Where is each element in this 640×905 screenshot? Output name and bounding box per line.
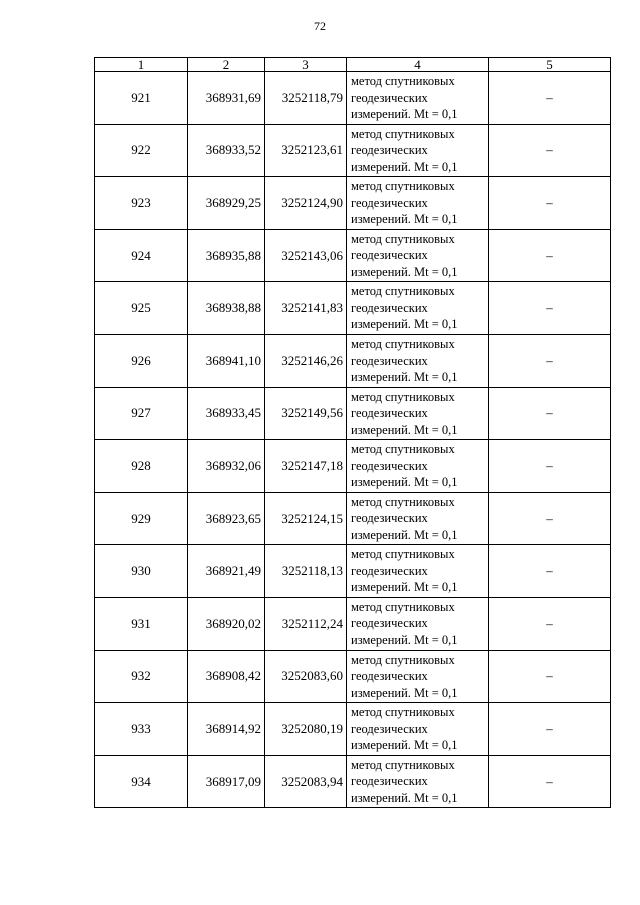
table-row: [95, 229, 611, 282]
method-line: метод спутниковых: [351, 179, 455, 194]
x-coordinate-cell: 368923,65: [188, 492, 265, 545]
y-coordinate-cell: 3252080,19: [265, 703, 347, 756]
method-line: измерений. Mt = 0,1: [351, 107, 458, 122]
table-row: [95, 755, 611, 808]
column-header-5: 5: [489, 58, 611, 72]
note-cell: –: [489, 703, 611, 756]
note-cell: –: [489, 177, 611, 230]
point-number-cell: 924: [95, 229, 188, 282]
method-line: измерений. Mt = 0,1: [351, 212, 458, 227]
method-line: измерений. Mt = 0,1: [351, 370, 458, 385]
table-row: [95, 72, 611, 125]
table-row: [95, 703, 611, 756]
method-line: геодезических: [351, 143, 428, 158]
x-coordinate-cell: 368933,52: [188, 124, 265, 177]
note-cell: –: [489, 229, 611, 282]
method-cell: [347, 650, 489, 703]
point-number-cell: 933: [95, 703, 188, 756]
x-coordinate-cell: 368938,88: [188, 282, 265, 335]
point-number-cell: 925: [95, 282, 188, 335]
column-header-4: 4: [347, 58, 489, 72]
y-coordinate-cell: 3252146,26: [265, 334, 347, 387]
method-line: измерений. Mt = 0,1: [351, 580, 458, 595]
x-coordinate-cell: 368921,49: [188, 545, 265, 598]
table-body: [95, 72, 611, 808]
y-coordinate-cell: 3252149,56: [265, 387, 347, 440]
column-header-3: 3: [265, 58, 347, 72]
method-cell: [347, 124, 489, 177]
method-line: геодезических: [351, 406, 428, 421]
note-cell: –: [489, 545, 611, 598]
method-cell: [347, 597, 489, 650]
coordinates-table: [94, 57, 611, 808]
point-number-cell: 930: [95, 545, 188, 598]
method-line: измерений. Mt = 0,1: [351, 422, 458, 437]
note-cell: –: [489, 755, 611, 808]
point-number-cell: 931: [95, 597, 188, 650]
page-number: 72: [314, 19, 326, 33]
note-cell: –: [489, 492, 611, 545]
method-line: геодезических: [351, 669, 428, 684]
point-number-cell: 921: [95, 72, 188, 125]
method-line: метод спутниковых: [351, 74, 455, 89]
x-coordinate-cell: 368941,10: [188, 334, 265, 387]
table-row: [95, 597, 611, 650]
x-coordinate-cell: 368935,88: [188, 229, 265, 282]
x-coordinate-cell: 368932,06: [188, 440, 265, 493]
table-row: [95, 282, 611, 335]
point-number-cell: 928: [95, 440, 188, 493]
method-line: геодезических: [351, 248, 428, 263]
table-row: [95, 492, 611, 545]
y-coordinate-cell: 3252143,06: [265, 229, 347, 282]
method-cell: [347, 492, 489, 545]
method-line: геодезических: [351, 774, 428, 789]
method-cell: [347, 755, 489, 808]
note-cell: –: [489, 124, 611, 177]
note-cell: –: [489, 334, 611, 387]
note-cell: –: [489, 282, 611, 335]
method-line: геодезических: [351, 563, 428, 578]
method-line: метод спутниковых: [351, 547, 455, 562]
method-line: измерений. Mt = 0,1: [351, 632, 458, 647]
method-line: метод спутниковых: [351, 599, 455, 614]
table-row: [95, 124, 611, 177]
method-line: геодезических: [351, 300, 428, 315]
method-cell: [347, 282, 489, 335]
method-line: измерений. Mt = 0,1: [351, 527, 458, 542]
point-number-cell: 927: [95, 387, 188, 440]
point-number-cell: 926: [95, 334, 188, 387]
column-header-2: 2: [188, 58, 265, 72]
y-coordinate-cell: 3252083,60: [265, 650, 347, 703]
table-row: [95, 334, 611, 387]
column-header-1: 1: [95, 58, 188, 72]
method-line: метод спутниковых: [351, 389, 455, 404]
table-row: [95, 177, 611, 230]
method-line: геодезических: [351, 195, 428, 210]
x-coordinate-cell: 368917,09: [188, 755, 265, 808]
method-line: метод спутниковых: [351, 705, 455, 720]
y-coordinate-cell: 3252083,94: [265, 755, 347, 808]
x-coordinate-cell: 368914,92: [188, 703, 265, 756]
method-cell: [347, 177, 489, 230]
method-line: геодезических: [351, 458, 428, 473]
method-cell: [347, 229, 489, 282]
method-cell: [347, 72, 489, 125]
method-line: геодезических: [351, 353, 428, 368]
method-line: метод спутниковых: [351, 442, 455, 457]
method-line: измерений. Mt = 0,1: [351, 264, 458, 279]
y-coordinate-cell: 3252118,13: [265, 545, 347, 598]
point-number-cell: 932: [95, 650, 188, 703]
method-line: метод спутниковых: [351, 757, 455, 772]
method-line: измерений. Mt = 0,1: [351, 738, 458, 753]
note-cell: –: [489, 72, 611, 125]
method-line: измерений. Mt = 0,1: [351, 475, 458, 490]
method-line: метод спутниковых: [351, 284, 455, 299]
method-line: метод спутниковых: [351, 494, 455, 509]
method-cell: [347, 334, 489, 387]
method-line: измерений. Mt = 0,1: [351, 159, 458, 174]
y-coordinate-cell: 3252141,83: [265, 282, 347, 335]
method-cell: [347, 545, 489, 598]
table-row: [95, 545, 611, 598]
method-cell: [347, 440, 489, 493]
method-line: метод спутниковых: [351, 126, 455, 141]
y-coordinate-cell: 3252118,79: [265, 72, 347, 125]
note-cell: –: [489, 597, 611, 650]
y-coordinate-cell: 3252123,61: [265, 124, 347, 177]
x-coordinate-cell: 368931,69: [188, 72, 265, 125]
table-row: [95, 440, 611, 493]
method-line: геодезических: [351, 721, 428, 736]
note-cell: –: [489, 440, 611, 493]
method-line: геодезических: [351, 616, 428, 631]
method-line: геодезических: [351, 511, 428, 526]
y-coordinate-cell: 3252147,18: [265, 440, 347, 493]
table-row: [95, 650, 611, 703]
y-coordinate-cell: 3252112,24: [265, 597, 347, 650]
point-number-cell: 929: [95, 492, 188, 545]
method-line: геодезических: [351, 90, 428, 105]
y-coordinate-cell: 3252124,15: [265, 492, 347, 545]
method-cell: [347, 387, 489, 440]
x-coordinate-cell: 368929,25: [188, 177, 265, 230]
method-line: измерений. Mt = 0,1: [351, 790, 458, 805]
point-number-cell: 934: [95, 755, 188, 808]
point-number-cell: 923: [95, 177, 188, 230]
table-header-row: [95, 58, 611, 72]
method-line: измерений. Mt = 0,1: [351, 685, 458, 700]
note-cell: –: [489, 650, 611, 703]
x-coordinate-cell: 368933,45: [188, 387, 265, 440]
note-cell: –: [489, 387, 611, 440]
method-line: метод спутниковых: [351, 337, 455, 352]
x-coordinate-cell: 368908,42: [188, 650, 265, 703]
method-cell: [347, 703, 489, 756]
point-number-cell: 922: [95, 124, 188, 177]
method-line: метод спутниковых: [351, 231, 455, 246]
method-line: измерений. Mt = 0,1: [351, 317, 458, 332]
method-line: метод спутниковых: [351, 652, 455, 667]
x-coordinate-cell: 368920,02: [188, 597, 265, 650]
table-row: [95, 387, 611, 440]
y-coordinate-cell: 3252124,90: [265, 177, 347, 230]
